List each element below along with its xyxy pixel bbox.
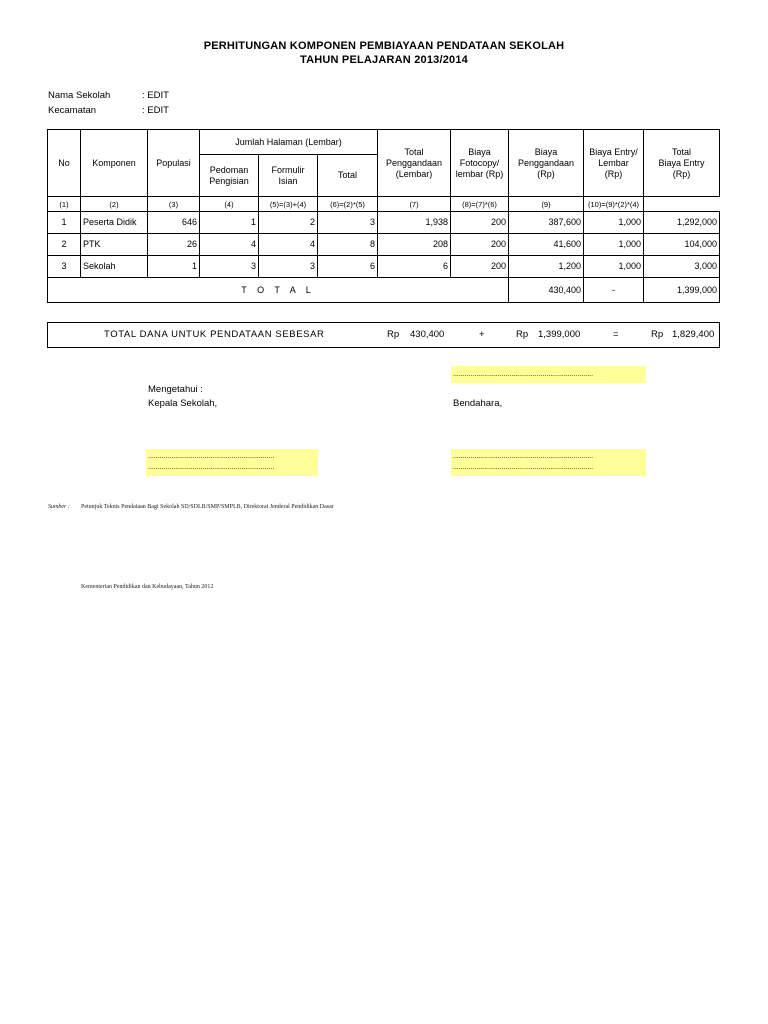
header-total-penggandaan: Total Penggandaan (Lembar) — [378, 130, 451, 197]
column-index: (10)=(9)*(2)*(4) — [584, 197, 644, 212]
cell-formulir: 4 — [259, 234, 318, 256]
total-biaya-penggandaan: 430,400 — [509, 278, 584, 303]
column-index: (2) — [81, 197, 148, 212]
total-biaya-entry: - — [584, 278, 644, 303]
cell-biaya-penggandaan: 1,200 — [509, 256, 584, 278]
document-title: PERHITUNGAN KOMPONEN PEMBIAYAAN PENDATAAN SEKOLAH — [203, 40, 565, 52]
source-text: Petunjuk Teknis Pendataan Bagi Sekolah SD/SDLB/SMP/SMPLB, Direktorat Jenderal Pendidikan Dasar — [81, 504, 334, 510]
header-jumlah-halaman: Jumlah Halaman (Lembar) — [200, 130, 378, 155]
treasurer-signature-field: ........................................................................ ........................................................................ — [451, 449, 646, 476]
cell-populasi: 1 — [148, 256, 200, 278]
total-row — [48, 278, 720, 303]
header-total: Total — [318, 155, 378, 197]
cell-fotocopy: 200 — [451, 256, 509, 278]
cell-komponen: PTK — [81, 234, 148, 256]
cell-pedoman: 1 — [200, 212, 259, 234]
header-row-1 — [48, 130, 720, 155]
header-populasi: Populasi — [148, 130, 200, 197]
school-name-label: Nama Sekolah — [48, 90, 111, 101]
cell-pedoman: 3 — [200, 256, 259, 278]
header-biaya-entry: Biaya Entry/ Lembar (Rp) — [584, 130, 644, 197]
cell-fotocopy: 200 — [451, 234, 509, 256]
column-index: (6)=(2)*(5) — [318, 197, 378, 212]
table-row — [48, 234, 720, 256]
cell-total: 8 — [318, 234, 378, 256]
cell-no: 3 — [48, 256, 81, 278]
treasurer-label: Bendahara, — [453, 398, 503, 409]
cell-total-entry: 104,000 — [644, 234, 720, 256]
cell-penggandaan: 1,938 — [378, 212, 451, 234]
school-name-row — [48, 90, 169, 101]
cell-penggandaan: 208 — [378, 234, 451, 256]
source-label: Sumber : — [48, 504, 70, 510]
column-index: (3) — [148, 197, 200, 212]
cell-total: 3 — [318, 212, 378, 234]
document-subtitle: TAHUN PELAJARAN 2013/2014 — [299, 54, 469, 66]
header-pedoman: Pedoman Pengisian — [200, 155, 259, 197]
grand-total-amount-3: 1,829,400 — [672, 329, 715, 340]
cell-biaya-entry: 1,000 — [584, 212, 644, 234]
grand-total-rp-3: Rp — [651, 329, 664, 340]
total-label: T O T A L — [48, 278, 509, 303]
column-index: (4) — [200, 197, 259, 212]
grand-total-rp-1: Rp — [387, 329, 400, 340]
school-name-value: : EDIT — [142, 90, 169, 101]
cost-table — [47, 129, 720, 303]
cell-populasi: 26 — [148, 234, 200, 256]
grand-total-label: TOTAL DANA UNTUK PENDATAAN SEBESAR — [104, 329, 325, 340]
table-row — [48, 212, 720, 234]
cell-pedoman: 4 — [200, 234, 259, 256]
cell-populasi: 646 — [148, 212, 200, 234]
grand-total-equals: = — [613, 329, 619, 340]
cell-formulir: 3 — [259, 256, 318, 278]
cell-no: 1 — [48, 212, 81, 234]
header-komponen: Komponen — [81, 130, 148, 197]
header-formulir: Formulir Isian — [259, 155, 318, 197]
cell-penggandaan: 6 — [378, 256, 451, 278]
treasurer-place-date-field: ........................................................................ — [451, 366, 646, 383]
header-biaya-fotocopy: Biaya Fotocopy/ lembar (Rp) — [451, 130, 509, 197]
header-total-biaya-entry: Total Biaya Entry (Rp) — [644, 130, 720, 197]
grand-total-amount-1: 430,400 — [410, 329, 445, 340]
header-biaya-penggandaan: Biaya Penggandaan (Rp) — [509, 130, 584, 197]
cell-komponen: Sekolah — [81, 256, 148, 278]
cell-total: 6 — [318, 256, 378, 278]
column-index: (8)=(7)*(6) — [451, 197, 509, 212]
header-no: No — [48, 130, 81, 197]
district-row — [48, 105, 169, 116]
cell-biaya-penggandaan: 387,600 — [509, 212, 584, 234]
district-label: Kecamatan — [48, 105, 97, 116]
column-index-row — [48, 197, 720, 212]
table-row — [48, 256, 720, 278]
column-index: (7) — [378, 197, 451, 212]
grand-total-rp-2: Rp — [516, 329, 529, 340]
cell-biaya-penggandaan: 41,600 — [509, 234, 584, 256]
cell-formulir: 2 — [259, 212, 318, 234]
grand-total-amount-2: 1,399,000 — [538, 329, 581, 340]
principal-label: Kepala Sekolah, — [148, 398, 218, 409]
ministry-note: Kementerian Pendidikan dan Kebudayaan, Tahun 2012 — [81, 584, 214, 590]
cell-total-entry: 3,000 — [644, 256, 720, 278]
cell-biaya-entry: 1,000 — [584, 234, 644, 256]
cell-komponen: Peserta Didik — [81, 212, 148, 234]
total-biaya-entry-sum: 1,399,000 — [644, 278, 720, 303]
grand-total-box — [47, 322, 720, 348]
principal-signature-field: ................................................................. ................................................................. — [146, 449, 318, 476]
column-index: (9) — [509, 197, 584, 212]
column-index: (1) — [48, 197, 81, 212]
column-index: (5)=(3)+(4) — [259, 197, 318, 212]
cell-biaya-entry: 1,000 — [584, 256, 644, 278]
district-value: : EDIT — [142, 105, 169, 116]
grand-total-plus: + — [479, 329, 485, 340]
cell-fotocopy: 200 — [451, 212, 509, 234]
cell-no: 2 — [48, 234, 81, 256]
cell-total-entry: 1,292,000 — [644, 212, 720, 234]
acknowledged-label: Mengetahui : — [148, 384, 203, 395]
